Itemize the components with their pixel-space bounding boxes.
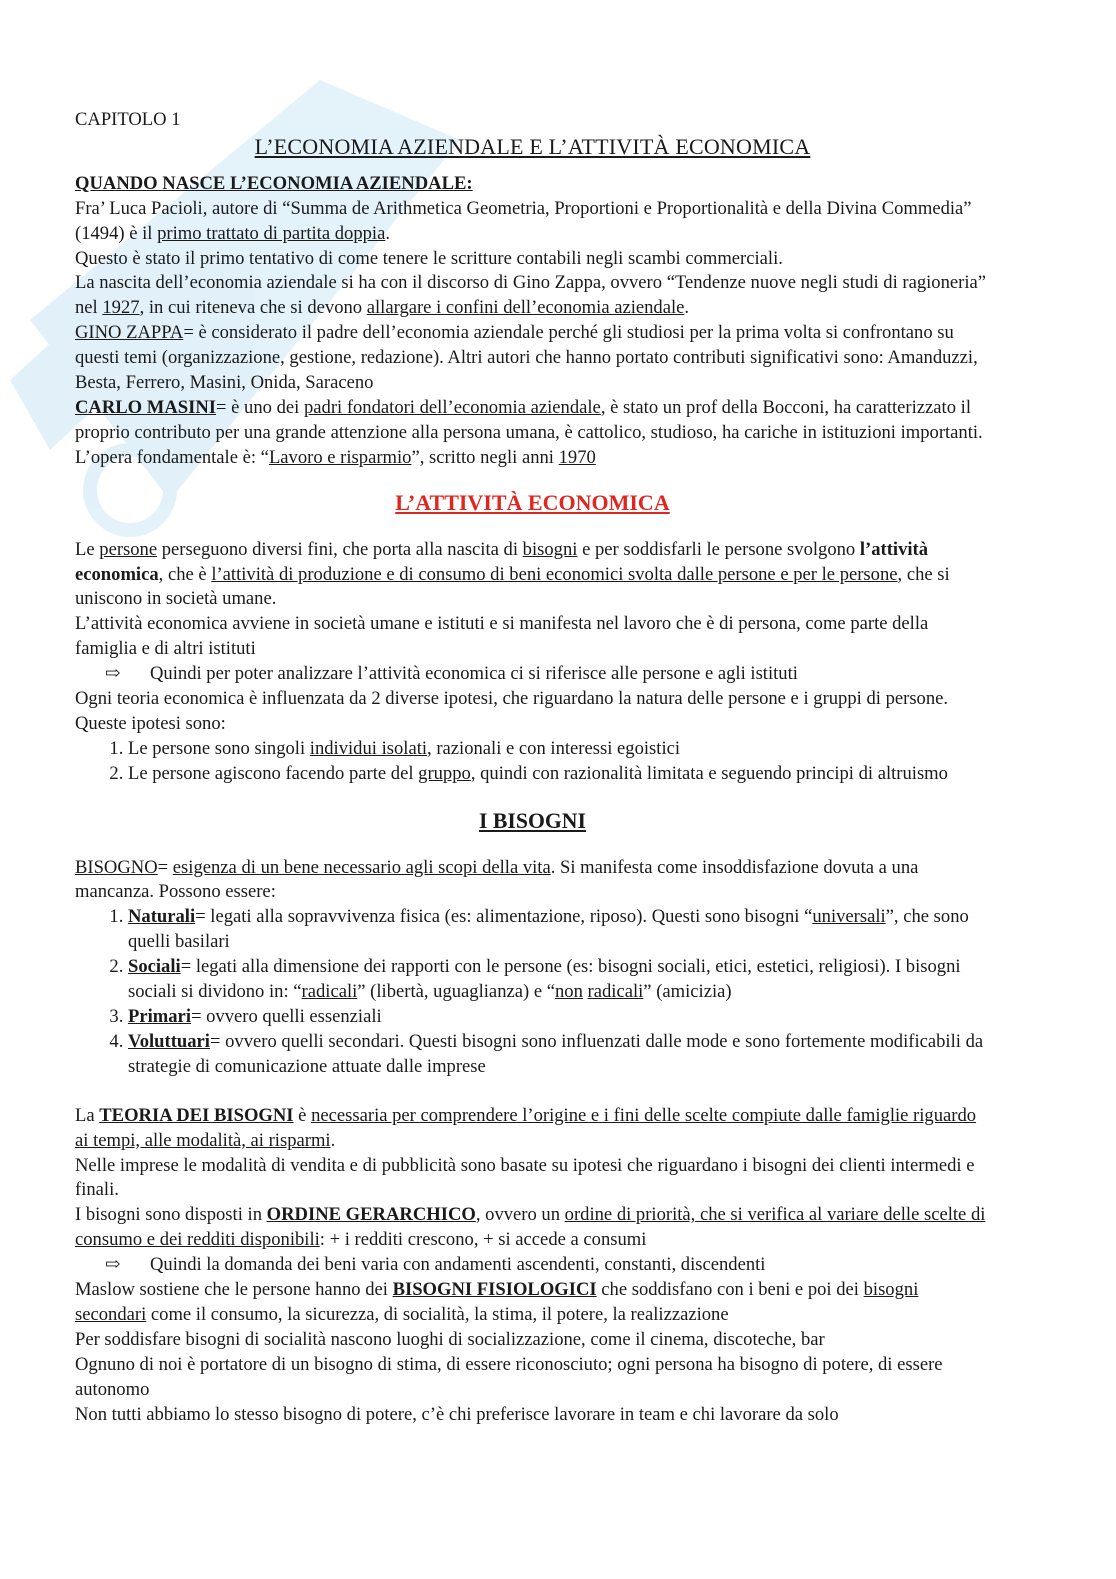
paragraph: Per soddisfare bisogni di socialità nascono luoghi di socializzazione, come il cinema, discoteche, bar [75,1328,825,1350]
arrow-right-icon: ⇨ [105,663,121,685]
arrow-note: ⇨ Quindi la domanda dei beni varia con andamenti ascendenti, constanti, discendenti [75,1253,990,1278]
paragraph: Maslow sostiene che le persone hanno dei BISOGNI FISIOLOGICI che soddisfano con i beni e poi dei bisogni secondari come il consumo, la sicurezza, di socialità, la stima, il potere, la realizzazione [75,1279,919,1325]
paragraph: Nelle imprese le modalità di vendita e di pubblicità sono basate su ipotesi che riguardano i bisogni dei clienti intermedi e finali. [75,1154,975,1201]
chapter-label: CAPITOLO 1 [75,109,181,130]
list-item: 4. Voluttuari= ovvero quelli secondari. Questi bisogni sono influenzati dalle mode e sono fortemente modificabili da strategie di comunicazione attuate dalle imprese [128,1030,990,1080]
paragraph: La TEORIA DEI BISOGNI è necessaria per comprendere l’origine e i fini delle scelte compiute dalle famiglie riguardo ai tempi, alle modalità, ai risparmi. [75,1104,977,1151]
hypotheses-list [75,737,990,787]
list-item: 3. Primari= ovvero quelli essenziali [128,1005,990,1030]
paragraph: Le persone perseguono diversi fini, che porta alla nascita di bisogni e per soddisfarli le persone svolgono l’attività economica, che è l’attività di produzione e di consumo di beni economici svolta dalle persone e per le persone, che si uniscono in società umane. [75,538,950,610]
list-item: 1. Naturali= legati alla sopravvivenza fisica (es: alimentazione, riposo). Questi sono bisogni “universali”, che sono quelli basilari [128,905,990,955]
list-item: 2. Le persone agiscono facendo parte del gruppo, quindi con razionalità limitata e seguendo principi di altruismo [128,762,990,787]
document-title: L’ECONOMIA AZIENDALE E L’ATTIVITÀ ECONOMICA [254,133,811,159]
section-heading-needs: I BISOGNI [479,808,586,833]
paragraph: I bisogni sono disposti in ORDINE GERARCHICO, ovvero un ordine di priorità, che si verifica al variare delle scelte di consumo e dei redditi disponibili: + i redditi crescono, + si accede a consumi [75,1204,986,1251]
paragraph: La nascita dell’economia aziendale si ha con il discorso di Gino Zappa, ovvero “Tendenze nuove negli studi di ragioneria” nel 1927, in cui riteneva che si devono allargare i confini dell’economia aziendale. [75,272,987,319]
arrow-note: ⇨ Quindi per poter analizzare l’attività economica ci si riferisce alle persone e agli istituti [75,662,990,687]
paragraph: CARLO MASINI= è uno dei padri fondatori dell’economia aziendale, è stato un prof della Bocconi, ha caratterizzato il proprio contributo per una grande attenzione alla persona umana, è cattolico, studioso, ha cariche in istituzioni importanti. L’opera fondamentale è: “Lavoro e risparmio”, scritto negli anni 1970 [75,396,983,468]
arrow-right-icon: ⇨ [105,1254,121,1276]
list-item: 2. Sociali= legati alla dimensione dei rapporti con le persone (es: bisogni sociali, etici, estetici, religiosi). I bisogni sociali si dividono in: “radicali” (libertà, uguaglianza) e “non radicali” (amicizia) [128,955,990,1005]
paragraph: Non tutti abbiamo lo stesso bisogno di potere, c’è chi preferisce lavorare in team e chi lavorare da solo [75,1403,839,1425]
section-heading-economic-activity: L’ATTIVITÀ ECONOMICA [395,489,670,515]
paragraph: Questo è stato il primo tentativo di come tenere le scritture contabili negli scambi commerciali. [75,247,783,269]
section-heading-origins: QUANDO NASCE L’ECONOMIA AZIENDALE: [75,172,473,194]
needs-list [75,905,990,1079]
paragraph: Ognuno di noi è portatore di un bisogno di stima, di essere riconosciuto; ogni persona ha bisogno di potere, di essere autonomo [75,1353,943,1400]
paragraph: GINO ZAPPA= è considerato il padre dell’economia aziendale perché gli studiosi per la prima volta si confrontano su questi temi (organizzazione, gestione, redazione). Altri autori che hanno portato contributi significativi sono: Amanduzzi, Besta, Ferrero, Masini, Onida, Saraceno [75,322,978,394]
paragraph: BISOGNO= esigenza di un bene necessario agli scopi della vita. Si manifesta come insoddisfazione dovuta a una mancanza. Possono essere: [75,856,919,903]
document-page [75,108,990,1428]
paragraph: Fra’ Luca Pacioli, autore di “Summa de Arithmetica Geometria, Proportioni e Proportionalità e della Divina Commedia” (1494) è il primo trattato di partita doppia. [75,197,972,244]
paragraph: L’attività economica avviene in società umane e istituti e si manifesta nel lavoro che è di persona, come parte della famiglia e di altri istituti [75,613,929,660]
paragraph: Ogni teoria economica è influenzata da 2 diverse ipotesi, che riguardano la natura delle persone e i gruppi di persone. Queste ipotesi sono: [75,688,949,734]
list-item: 1. Le persone sono singoli individui isolati, razionali e con interessi egoistici [128,737,990,762]
